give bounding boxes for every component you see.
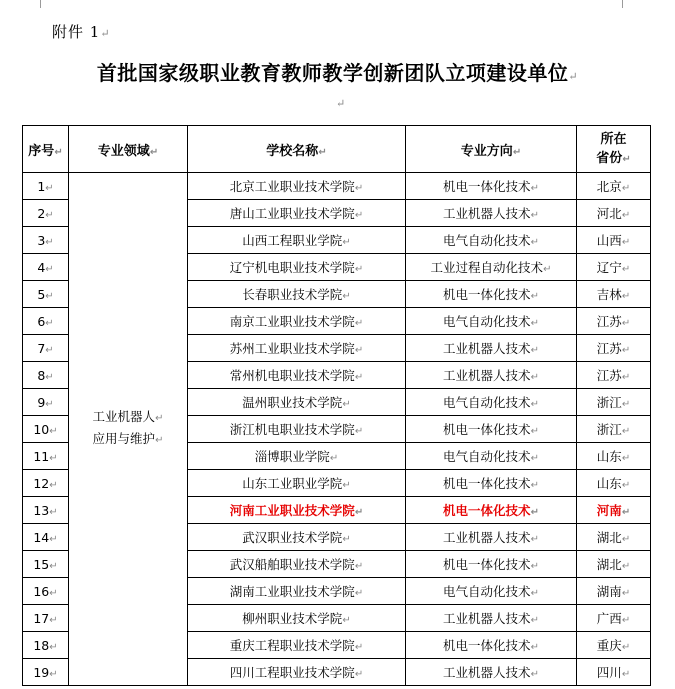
header-province: 所在 省份↵ — [577, 126, 651, 173]
row-number: 18↵ — [23, 632, 69, 659]
row-number: 9↵ — [23, 389, 69, 416]
paragraph-mark-icon: ↵ — [568, 70, 579, 83]
major-direction: 电气自动化技术↵ — [406, 578, 577, 605]
paragraph-mark-icon: ↵ — [100, 27, 111, 40]
major-direction: 工业机器人技术↵ — [406, 362, 577, 389]
school-name: 山西工程职业学院↵ — [188, 227, 406, 254]
major-direction: 机电一体化技术↵ — [406, 281, 577, 308]
school-name: 长春职业技术学院↵ — [188, 281, 406, 308]
school-name: 柳州职业技术学院↵ — [188, 605, 406, 632]
attachment-label: 附件 1↵ — [52, 23, 111, 41]
major-direction: 电气自动化技术↵ — [406, 308, 577, 335]
school-name: 山东工业职业学院↵ — [188, 470, 406, 497]
major-direction: 电气自动化技术↵ — [406, 443, 577, 470]
major-direction: 电气自动化技术↵ — [406, 227, 577, 254]
province: 江苏↵ — [577, 335, 651, 362]
paragraph-mark-icon: ↵ — [336, 97, 346, 110]
row-number: 3↵ — [23, 227, 69, 254]
major-direction: 工业机器人技术↵ — [406, 335, 577, 362]
province: 江苏↵ — [577, 362, 651, 389]
school-name: 四川工程职业技术学院↵ — [188, 659, 406, 686]
school-name: 常州机电职业技术学院↵ — [188, 362, 406, 389]
school-name: 湖南工业职业技术学院↵ — [188, 578, 406, 605]
row-number: 7↵ — [23, 335, 69, 362]
major-direction: 机电一体化技术↵ — [406, 416, 577, 443]
crop-mark-top-right — [622, 0, 637, 8]
province: 山东↵ — [577, 470, 651, 497]
row-number: 19↵ — [23, 659, 69, 686]
major-direction: 机电一体化技术↵ — [406, 497, 577, 524]
specialty-field-cell: 工业机器人↵ 应用与维护↵ — [69, 173, 188, 686]
province: 河北↵ — [577, 200, 651, 227]
province: 湖北↵ — [577, 551, 651, 578]
table-header-row — [23, 126, 651, 173]
units-table — [22, 125, 651, 686]
province: 北京↵ — [577, 173, 651, 200]
school-name: 重庆工程职业技术学院↵ — [188, 632, 406, 659]
row-number: 1↵ — [23, 173, 69, 200]
province: 浙江↵ — [577, 389, 651, 416]
school-name: 南京工业职业技术学院↵ — [188, 308, 406, 335]
header-direction: 专业方向↵ — [406, 126, 577, 173]
major-direction: 工业机器人技术↵ — [406, 605, 577, 632]
header-no: 序号↵ — [23, 126, 69, 173]
major-direction: 工业过程自动化技术↵ — [406, 254, 577, 281]
crop-mark-top-left — [26, 0, 41, 8]
row-number: 10↵ — [23, 416, 69, 443]
row-number: 13↵ — [23, 497, 69, 524]
province: 浙江↵ — [577, 416, 651, 443]
header-school: 学校名称↵ — [188, 126, 406, 173]
province: 广西↵ — [577, 605, 651, 632]
school-name: 武汉船舶职业技术学院↵ — [188, 551, 406, 578]
row-number: 4↵ — [23, 254, 69, 281]
row-number: 11↵ — [23, 443, 69, 470]
school-name: 温州职业技术学院↵ — [188, 389, 406, 416]
row-number: 17↵ — [23, 605, 69, 632]
school-name: 浙江机电职业技术学院↵ — [188, 416, 406, 443]
major-direction: 电气自动化技术↵ — [406, 389, 577, 416]
province: 吉林↵ — [577, 281, 651, 308]
province: 山东↵ — [577, 443, 651, 470]
school-name: 唐山工业职业技术学院↵ — [188, 200, 406, 227]
province: 四川↵ — [577, 659, 651, 686]
table-row — [23, 173, 651, 200]
province: 湖南↵ — [577, 578, 651, 605]
major-direction: 工业机器人技术↵ — [406, 659, 577, 686]
school-name: 辽宁机电职业技术学院↵ — [188, 254, 406, 281]
school-name: 淄博职业学院↵ — [188, 443, 406, 470]
header-field: 专业领域↵ — [69, 126, 188, 173]
major-direction: 机电一体化技术↵ — [406, 470, 577, 497]
major-direction: 机电一体化技术↵ — [406, 173, 577, 200]
row-number: 16↵ — [23, 578, 69, 605]
school-name: 苏州工业职业技术学院↵ — [188, 335, 406, 362]
row-number: 6↵ — [23, 308, 69, 335]
province: 辽宁↵ — [577, 254, 651, 281]
row-number: 8↵ — [23, 362, 69, 389]
province: 河南↵ — [577, 497, 651, 524]
school-name: 北京工业职业技术学院↵ — [188, 173, 406, 200]
province: 湖北↵ — [577, 524, 651, 551]
province: 山西↵ — [577, 227, 651, 254]
school-name: 河南工业职业技术学院↵ — [188, 497, 406, 524]
major-direction: 工业机器人技术↵ — [406, 200, 577, 227]
major-direction: 工业机器人技术↵ — [406, 524, 577, 551]
document-title: 首批国家级职业教育教师教学创新团队立项建设单位↵ — [96, 61, 579, 85]
row-number: 15↵ — [23, 551, 69, 578]
major-direction: 机电一体化技术↵ — [406, 632, 577, 659]
row-number: 12↵ — [23, 470, 69, 497]
row-number: 14↵ — [23, 524, 69, 551]
school-name: 武汉职业技术学院↵ — [188, 524, 406, 551]
province: 江苏↵ — [577, 308, 651, 335]
row-number: 5↵ — [23, 281, 69, 308]
row-number: 2↵ — [23, 200, 69, 227]
major-direction: 机电一体化技术↵ — [406, 551, 577, 578]
province: 重庆↵ — [577, 632, 651, 659]
